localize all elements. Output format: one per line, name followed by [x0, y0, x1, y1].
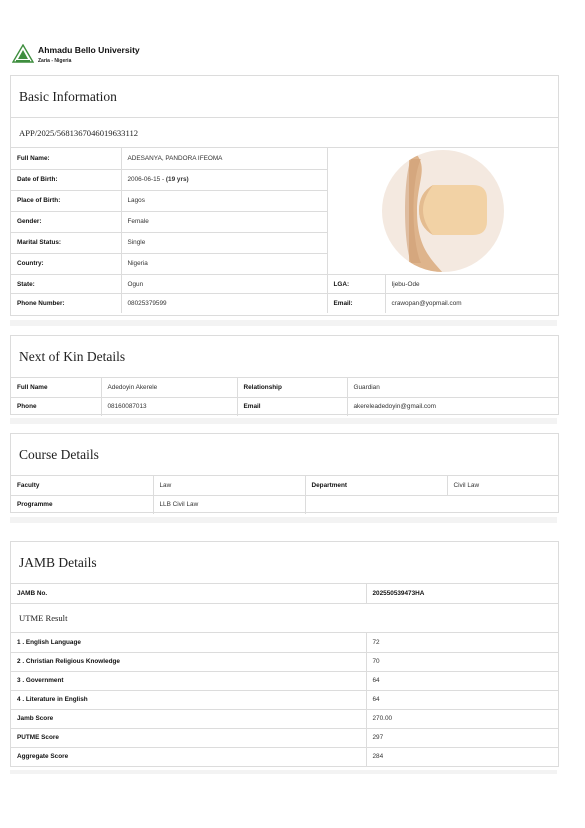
- table-row: [11, 690, 558, 709]
- putme-score-label: PUTME Score: [11, 728, 366, 747]
- subject-score: 70: [366, 652, 558, 671]
- faculty-label: Faculty: [11, 476, 153, 495]
- dob-date: 2006-06-15: [127, 176, 161, 184]
- university-name: Ahmadu Bello University: [38, 45, 140, 55]
- email-value: crawopan@yopmail.com: [385, 294, 558, 313]
- empty-cell: [305, 495, 558, 514]
- jamb-details-title: JAMB Details: [11, 542, 558, 584]
- kin-email-value: akereleadedoyin@gmail.com: [347, 397, 558, 416]
- faculty-value: Law: [153, 476, 305, 495]
- dob-age: (19 yrs): [165, 176, 189, 184]
- phone-label: Phone Number:: [11, 294, 121, 313]
- course-details-table: [11, 476, 558, 514]
- gender-value: Female: [121, 211, 327, 232]
- table-row: [11, 378, 558, 397]
- subject-label: 3 . Government: [11, 671, 366, 690]
- putme-score-value: 297: [366, 728, 558, 747]
- table-row: [11, 709, 558, 728]
- basic-information-card: [10, 75, 559, 316]
- subject-score: 64: [366, 690, 558, 709]
- lga-value: Ijebu-Ode: [385, 274, 558, 293]
- department-label: Department: [305, 476, 447, 495]
- subject-score: 64: [366, 671, 558, 690]
- table-row: [11, 728, 558, 747]
- next-of-kin-table: [11, 378, 558, 416]
- application-number: APP/2025/5681367046019633112: [11, 118, 558, 148]
- table-row: [11, 476, 558, 495]
- table-row: [11, 397, 558, 416]
- university-location: Zaria - Nigeria: [38, 58, 72, 64]
- kin-relationship-value: Guardian: [347, 378, 558, 397]
- jamb-details-card: [10, 541, 559, 767]
- pob-value: Lagos: [121, 190, 327, 211]
- lga-label: LGA:: [327, 274, 385, 293]
- kin-phone-label: Phone: [11, 397, 101, 416]
- department-value: Civil Law: [447, 476, 558, 495]
- kin-relationship-label: Relationship: [237, 378, 347, 397]
- programme-value: LLB Civil Law: [153, 495, 305, 514]
- next-of-kin-title: Next of Kin Details: [11, 336, 558, 378]
- dob-label: Date of Birth:: [11, 169, 121, 190]
- jamb-number-label: JAMB No.: [11, 584, 366, 603]
- utme-result-table: [11, 633, 558, 766]
- section-divider: [10, 770, 557, 774]
- gender-label: Gender:: [11, 211, 121, 232]
- university-crest-icon: [12, 44, 34, 64]
- table-row: [11, 495, 558, 514]
- table-row: [11, 671, 558, 690]
- aggregate-score-value: 284: [366, 747, 558, 766]
- subject-label: 1 . English Language: [11, 633, 366, 652]
- kin-email-label: Email: [237, 397, 347, 416]
- jamb-score-label: Jamb Score: [11, 709, 366, 728]
- full-name-label: Full Name:: [11, 148, 121, 169]
- state-label: State:: [11, 274, 121, 293]
- kin-name-label: Full Name: [11, 378, 101, 397]
- next-of-kin-card: [10, 335, 559, 415]
- table-row: [11, 652, 558, 671]
- kin-phone-value: 08160087013: [101, 397, 237, 416]
- table-row: [11, 633, 558, 652]
- section-divider: [10, 418, 557, 424]
- subject-score: 72: [366, 633, 558, 652]
- basic-information-title: Basic Information: [11, 76, 558, 118]
- photo-cell: [327, 148, 558, 274]
- jamb-number-value: 202550539473HA: [366, 584, 558, 603]
- table-row: [11, 747, 558, 766]
- dob-value: [121, 169, 327, 190]
- course-details-card: [10, 433, 559, 513]
- table-row: [11, 584, 558, 603]
- country-label: Country:: [11, 253, 121, 274]
- email-label: Email:: [327, 294, 385, 313]
- table-row: [11, 294, 558, 313]
- jamb-number-table: [11, 584, 558, 603]
- avatar-placeholder-icon: [381, 149, 505, 273]
- kin-name-value: Adedoyin Akerele: [101, 378, 237, 397]
- marital-status-value: Single: [121, 232, 327, 253]
- state-value: Ogun: [121, 274, 327, 293]
- country-value: Nigeria: [121, 253, 327, 274]
- subject-label: 4 . Literature in English: [11, 690, 366, 709]
- subject-label: 2 . Christian Religious Knowledge: [11, 652, 366, 671]
- phone-value: 08025379599: [121, 294, 327, 313]
- table-row: [11, 274, 558, 293]
- basic-information-table: [11, 148, 558, 313]
- pob-label: Place of Birth:: [11, 190, 121, 211]
- marital-status-label: Marital Status:: [11, 232, 121, 253]
- section-divider: [10, 517, 557, 523]
- section-divider: [10, 320, 557, 326]
- table-row: [11, 148, 558, 169]
- utme-result-title: UTME Result: [11, 603, 558, 633]
- dob-separator: -: [160, 176, 166, 184]
- course-details-title: Course Details: [11, 434, 558, 476]
- full-name-value: ADESANYA, PANDORA IFEOMA: [121, 148, 327, 169]
- jamb-score-value: 270.00: [366, 709, 558, 728]
- aggregate-score-label: Aggregate Score: [11, 747, 366, 766]
- programme-label: Programme: [11, 495, 153, 514]
